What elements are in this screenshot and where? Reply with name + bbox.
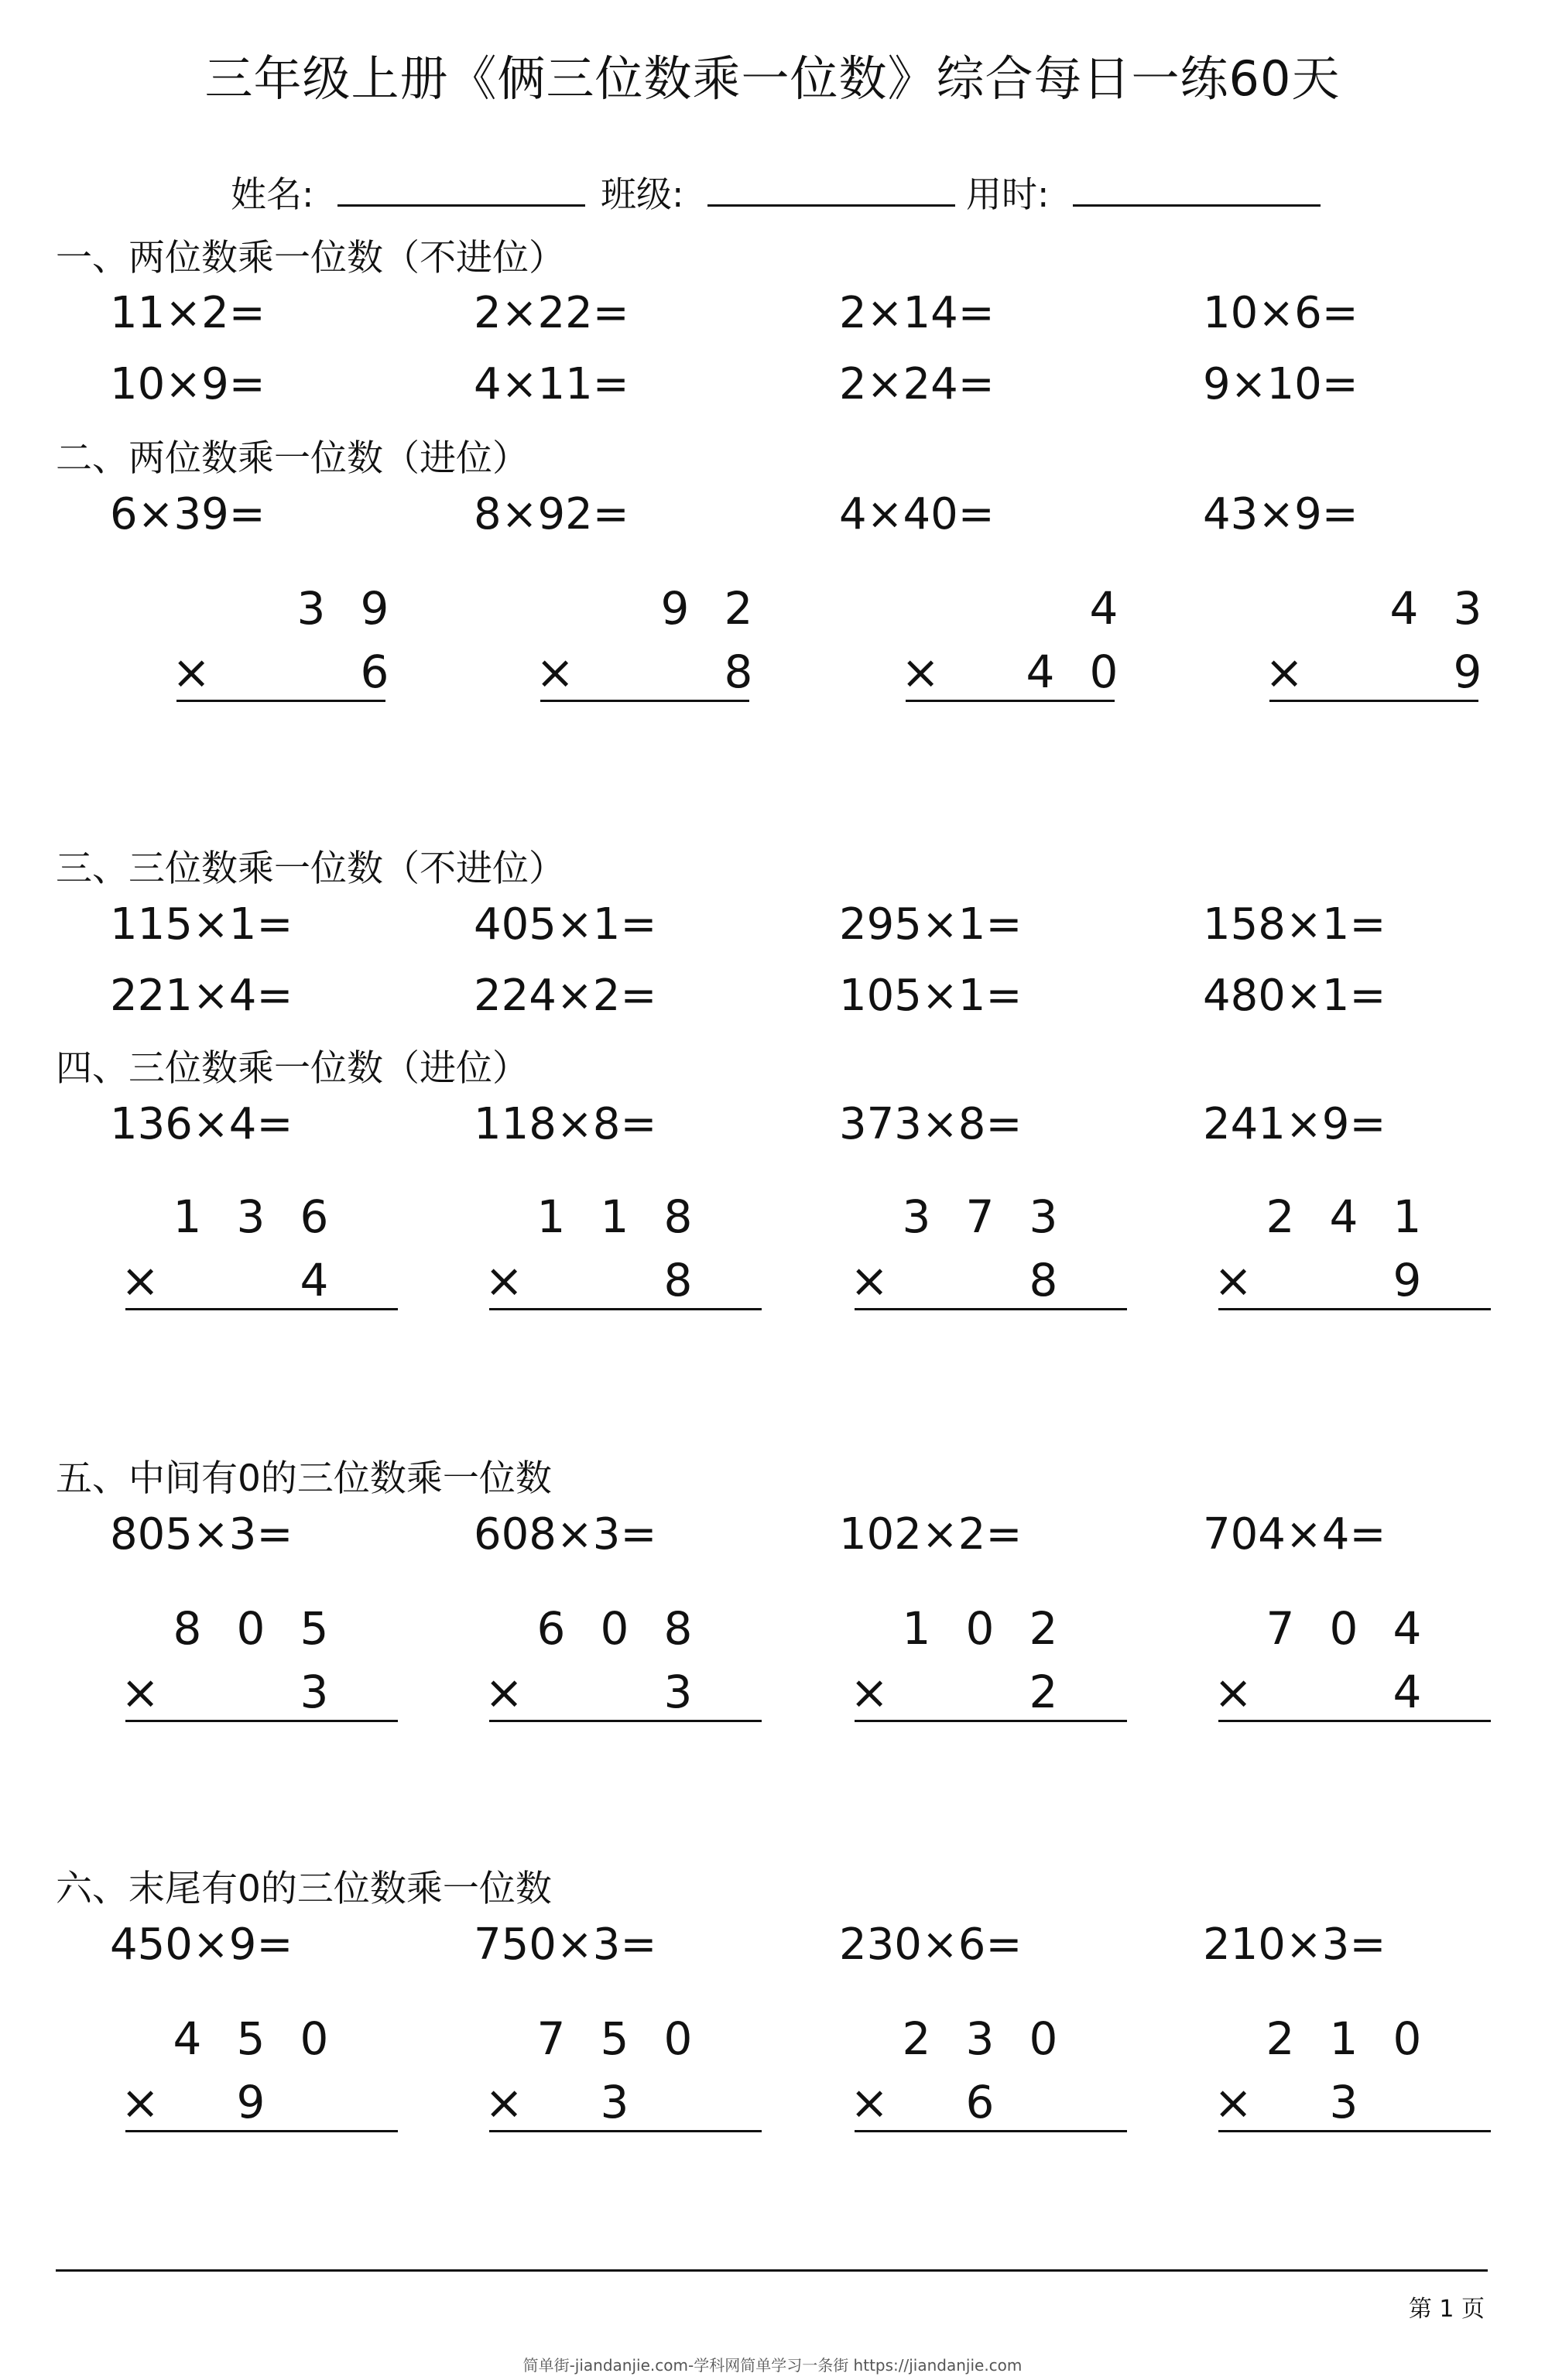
vertical-underline	[489, 2130, 762, 2132]
problem: 295×1=	[839, 899, 1023, 950]
problem: 2×24=	[839, 359, 995, 409]
vertical-top-digit: 0	[1329, 1602, 1358, 1655]
vertical-top-digit: 0	[1029, 2012, 1058, 2065]
page-number: 第 1 页	[1408, 2296, 1485, 2323]
problem: 10×9=	[110, 359, 265, 409]
section-heading: 三、三位数乘一位数（不进位）	[56, 848, 565, 890]
vertical-bottom-digit: 3	[1329, 2076, 1358, 2128]
time-label: 用时:	[966, 173, 1050, 215]
vertical-top-digit: 5	[236, 2012, 265, 2065]
problem: 118×8=	[474, 1099, 657, 1149]
vertical-underline	[906, 700, 1115, 702]
vertical-top-digit: 1	[536, 1190, 566, 1243]
vertical-top-digit: 6	[536, 1602, 566, 1655]
vertical-top-digit: 6	[300, 1190, 329, 1243]
footer-watermark: 简单街-jiandanjie.com-学科网简单学习一条街 https://jiandanjie.com	[522, 2356, 1023, 2375]
class-label: 班级:	[601, 173, 684, 215]
times-sign: ×	[1214, 2076, 1253, 2130]
vertical-underline	[489, 1720, 762, 1722]
vertical-bottom-digit: 9	[1453, 646, 1482, 698]
problem: 450×9=	[110, 1919, 293, 1970]
vertical-top-digit: 5	[300, 1602, 329, 1655]
times-sign: ×	[485, 1254, 524, 1308]
vertical-bottom-digit: 6	[965, 2076, 995, 2128]
problem: 9×10=	[1203, 359, 1358, 409]
vertical-top-digit: 0	[663, 2012, 693, 2065]
name-blank[interactable]	[337, 173, 585, 207]
problem: 11×2=	[110, 288, 265, 338]
vertical-top-digit: 4	[173, 2012, 202, 2065]
vertical-top-digit: 0	[965, 1602, 995, 1655]
times-sign: ×	[850, 1666, 889, 1720]
vertical-top-digit: 2	[1266, 2012, 1295, 2065]
section-heading: 五、中间有0的三位数乘一位数	[56, 1457, 552, 1500]
vertical-underline	[1269, 700, 1478, 702]
vertical-top-digit: 1	[600, 1190, 629, 1243]
vertical-top-digit: 0	[236, 1602, 265, 1655]
vertical-top-digit: 0	[600, 1602, 629, 1655]
name-field[interactable]	[231, 166, 585, 217]
page-title: 三年级上册《俩三位数乘一位数》综合每日一练60天	[204, 50, 1341, 107]
vertical-bottom-digit: 4	[1393, 1666, 1422, 1718]
problem: 373×8=	[839, 1099, 1023, 1149]
vertical-top-digit: 1	[173, 1190, 202, 1243]
vertical-underline	[489, 1308, 762, 1310]
class-field[interactable]	[601, 166, 955, 217]
vertical-top-digit: 9	[360, 582, 389, 635]
vertical-top-digit: 1	[902, 1602, 931, 1655]
vertical-underline	[125, 2130, 398, 2132]
vertical-top-digit: 1	[1329, 2012, 1358, 2065]
times-sign: ×	[485, 2076, 524, 2130]
vertical-top-digit: 2	[1266, 1190, 1295, 1243]
problem: 4×40=	[839, 489, 995, 539]
time-field[interactable]	[966, 166, 1321, 217]
bottom-divider	[56, 2269, 1488, 2272]
problem: 805×3=	[110, 1509, 293, 1560]
problem: 224×2=	[474, 971, 657, 1021]
vertical-top-digit: 3	[296, 582, 326, 635]
vertical-bottom-digit: 3	[663, 1666, 693, 1718]
times-sign: ×	[121, 1254, 160, 1308]
vertical-bottom-digit: 9	[1393, 1254, 1422, 1306]
vertical-bottom-digit: 4	[300, 1254, 329, 1306]
problem: 43×9=	[1203, 489, 1358, 539]
vertical-bottom-digit: 9	[236, 2076, 265, 2128]
vertical-bottom-digit: 8	[724, 646, 753, 698]
section-heading: 四、三位数乘一位数（进位）	[56, 1047, 529, 1090]
problem: 221×4=	[110, 971, 293, 1021]
vertical-top-digit: 3	[236, 1190, 265, 1243]
problem: 6×39=	[110, 489, 265, 539]
vertical-top-digit: 3	[1453, 582, 1482, 635]
name-label: 姓名:	[231, 173, 314, 215]
vertical-top-digit: 5	[600, 2012, 629, 2065]
problem: 105×1=	[839, 971, 1023, 1021]
section-heading: 一、两位数乘一位数（不进位）	[56, 237, 565, 279]
times-sign: ×	[172, 646, 211, 700]
vertical-top-digit: 7	[536, 2012, 566, 2065]
vertical-underline	[125, 1308, 398, 1310]
vertical-top-digit: 4	[1389, 582, 1419, 635]
vertical-underline	[176, 700, 385, 702]
vertical-top-digit: 0	[300, 2012, 329, 2065]
problem: 704×4=	[1203, 1509, 1386, 1560]
times-sign: ×	[485, 1666, 524, 1720]
times-sign: ×	[121, 2076, 160, 2130]
problem: 608×3=	[474, 1509, 657, 1560]
vertical-bottom-digit: 2	[1029, 1666, 1058, 1718]
times-sign: ×	[850, 2076, 889, 2130]
problem: 210×3=	[1203, 1919, 1386, 1970]
vertical-top-digit: 7	[965, 1190, 995, 1243]
times-sign: ×	[850, 1254, 889, 1308]
problem: 136×4=	[110, 1099, 293, 1149]
times-sign: ×	[1265, 646, 1304, 700]
vertical-underline	[540, 700, 749, 702]
problem: 750×3=	[474, 1919, 657, 1970]
vertical-underline	[855, 2130, 1127, 2132]
problem: 405×1=	[474, 899, 657, 950]
vertical-top-digit: 4	[1329, 1190, 1358, 1243]
times-sign: ×	[1214, 1254, 1253, 1308]
times-sign: ×	[536, 646, 575, 700]
vertical-top-digit: 3	[965, 2012, 995, 2065]
vertical-bottom-digit: 4	[1026, 646, 1055, 698]
vertical-top-digit: 4	[1393, 1602, 1422, 1655]
vertical-top-digit: 9	[660, 582, 690, 635]
section-heading: 六、末尾有0的三位数乘一位数	[56, 1868, 552, 1910]
vertical-top-digit: 1	[1393, 1190, 1422, 1243]
problem: 158×1=	[1203, 899, 1386, 950]
problem: 2×14=	[839, 288, 995, 338]
vertical-underline	[855, 1308, 1127, 1310]
problem: 4×11=	[474, 359, 629, 409]
vertical-underline	[855, 1720, 1127, 1722]
times-sign: ×	[1214, 1666, 1253, 1720]
vertical-top-digit: 0	[1393, 2012, 1422, 2065]
vertical-bottom-digit: 8	[663, 1254, 693, 1306]
vertical-bottom-digit: 3	[300, 1666, 329, 1718]
vertical-top-digit: 8	[173, 1602, 202, 1655]
vertical-bottom-digit: 6	[360, 646, 389, 698]
vertical-bottom-digit: 8	[1029, 1254, 1058, 1306]
problem: 480×1=	[1203, 971, 1386, 1021]
vertical-top-digit: 3	[1029, 1190, 1058, 1243]
vertical-top-digit: 8	[663, 1190, 693, 1243]
vertical-underline	[1218, 2130, 1491, 2132]
section-heading: 二、两位数乘一位数（进位）	[56, 437, 529, 480]
problem: 241×9=	[1203, 1099, 1386, 1149]
times-sign: ×	[121, 1666, 160, 1720]
problem: 115×1=	[110, 899, 293, 950]
problem: 230×6=	[839, 1919, 1023, 1970]
vertical-top-digit: 2	[724, 582, 753, 635]
vertical-top-digit: 7	[1266, 1602, 1295, 1655]
vertical-underline	[125, 1720, 398, 1722]
vertical-underline	[1218, 1720, 1491, 1722]
times-sign: ×	[901, 646, 940, 700]
problem: 2×22=	[474, 288, 629, 338]
problem: 102×2=	[839, 1509, 1023, 1560]
problem: 10×6=	[1203, 288, 1358, 338]
vertical-top-digit: 3	[902, 1190, 931, 1243]
vertical-bottom-digit: 3	[600, 2076, 629, 2128]
vertical-top-digit: 2	[902, 2012, 931, 2065]
vertical-top-digit: 8	[663, 1602, 693, 1655]
problem: 8×92=	[474, 489, 629, 539]
class-blank[interactable]	[707, 173, 955, 207]
vertical-top-digit: 4	[1089, 582, 1118, 635]
vertical-underline	[1218, 1308, 1491, 1310]
vertical-top-digit: 2	[1029, 1602, 1058, 1655]
time-blank[interactable]	[1073, 173, 1321, 207]
vertical-bottom-digit: 0	[1089, 646, 1118, 698]
